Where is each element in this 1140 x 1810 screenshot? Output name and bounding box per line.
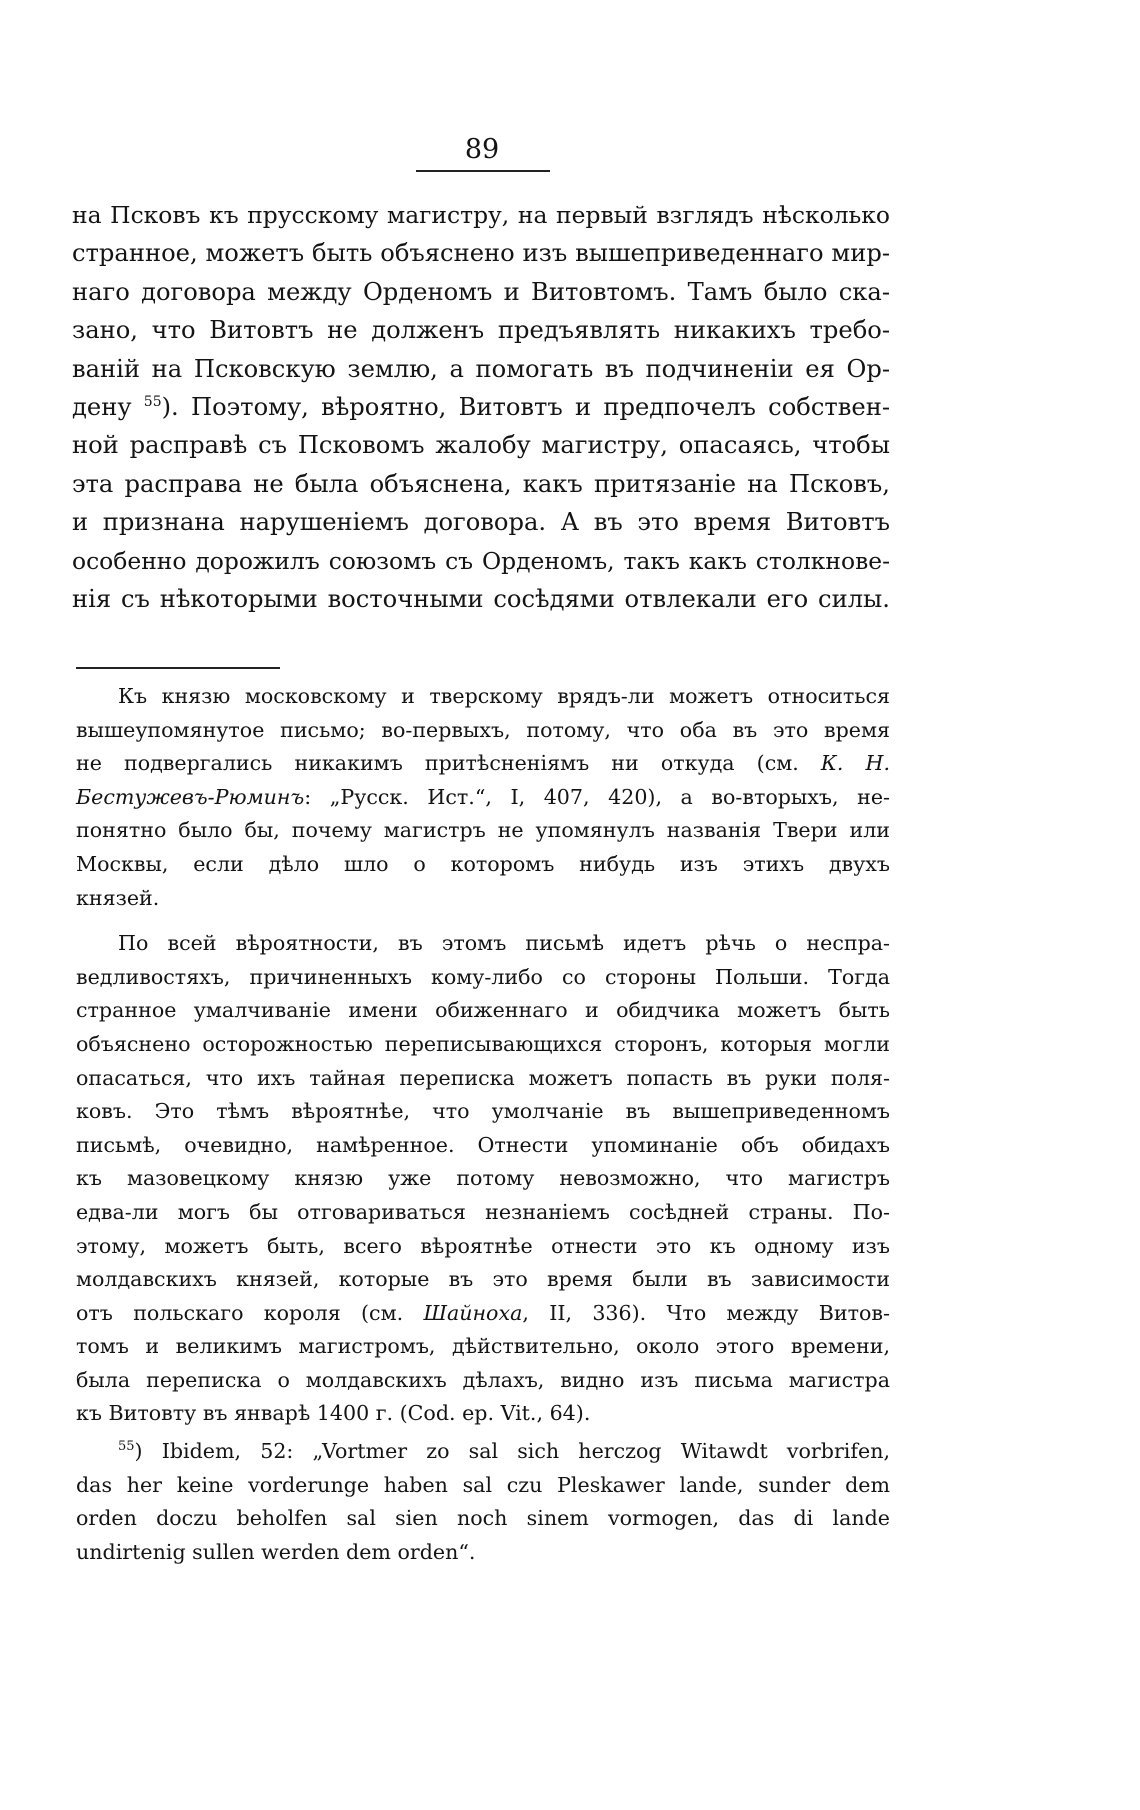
footnote-line: По всей вѣроятности, въ этомъ письмѣ идетъ рѣчь о неспра- <box>118 931 890 956</box>
main-text <box>72 196 890 618</box>
text-line: ной расправѣ съ Псковомъ жалобу магистру, опасаясь, чтобы <box>72 431 890 460</box>
text-line: наго договора между Орденомъ и Витовтомъ. Тамъ было ска- <box>72 277 890 306</box>
text-line: нія съ нѣкоторыми восточными сосѣдями отвлекали его силы. <box>72 584 890 613</box>
footnote-line: томъ и великимъ магистромъ, дѣйствительно, около этого времени, <box>76 1334 890 1359</box>
text-segment: не подвергались никакимъ притѣсненіямъ ни откуда (см. <box>76 751 821 776</box>
footnote-line: ковъ. Это тѣмъ вѣроятнѣе, что умолчаніе въ вышеприведенномъ <box>76 1099 890 1124</box>
text-line: ваній на Псковскую землю, а помогать въ подчиненіи ея Ор- <box>72 354 890 383</box>
page-number: 89 <box>464 134 500 165</box>
footnote-line: das her keine vorderunge haben sal czu Pleskawer lande, sunder dem <box>76 1472 890 1497</box>
footnote-line: этому, можетъ быть, всего вѣроятнѣе отнести это къ одному изъ <box>76 1233 890 1258</box>
text-segment: , II, 336). Что между Витов- <box>522 1300 890 1325</box>
text-line: на Псковъ къ прусскому магистру, на первый взглядъ нѣсколько <box>72 201 890 229</box>
footnote-line: къ Витовту въ январѣ 1400 г. (Cod. ep. Vit., 64). <box>76 1401 591 1426</box>
text-segment: дену <box>72 392 144 421</box>
footnotes <box>76 680 890 1569</box>
text-line: зано, что Витовтъ не долженъ предъявлять никакихъ требо- <box>72 316 890 345</box>
footnote-line: молдавскихъ князей, которые въ это время были въ зависимости <box>76 1267 890 1292</box>
text-line: и признана нарушеніемъ договора. А въ это время Витовтъ <box>72 508 890 537</box>
paragraph-gap <box>76 915 890 927</box>
author-name: Бестужевъ-Рюминъ <box>76 784 305 809</box>
footnote-line <box>76 1435 890 1469</box>
footnote-line: была переписка о молдавскихъ дѣлахъ, видно изъ письма магистра <box>76 1367 890 1392</box>
footnote-line: Москвы, если дѣло шло о которомъ нибудь изъ этихъ двухъ <box>76 851 890 876</box>
author-name: Шайноха <box>423 1300 523 1325</box>
text-line: эта расправа не была объяснена, какъ притязаніе на Псковъ, <box>72 469 890 498</box>
footnote-line <box>76 1297 890 1331</box>
footnote-line <box>76 747 890 781</box>
text-line <box>72 388 890 426</box>
footnote-reference: 55 <box>143 393 162 410</box>
footnote-line: ведливостяхъ, причиненныхъ кому-либо со стороны Польши. Тогда <box>76 964 890 989</box>
text-segment: : „Русск. Ист.“, I, 407, 420), а во-вторыхъ, не- <box>304 784 890 809</box>
footnote-number: 55 <box>118 1439 135 1455</box>
footnote-line: вышеупомянутое письмо; во-первыхъ, потому, что оба въ это время <box>76 717 890 742</box>
author-name: К. Н. <box>820 751 890 776</box>
text-segment: ) Ibidem, 52: „Vortmer zo sal sich herczog Witawdt vorbrifen, <box>134 1439 890 1464</box>
footnote-line: едва-ли могъ бы отговариваться незнаніемъ сосѣдней страны. По- <box>76 1199 890 1224</box>
footnote-line: князей. <box>76 885 160 910</box>
page-number-rule <box>416 170 550 172</box>
text-segment: отъ польскаго короля (см. <box>76 1300 424 1325</box>
text-line: особенно дорожилъ союзомъ съ Орденомъ, такъ какъ столкнове- <box>72 546 890 575</box>
footnote-line: странное умалчиваніе имени обиженнаго и обидчика можетъ быть <box>76 998 890 1023</box>
footnote-line <box>76 781 890 815</box>
footnote-line: Къ князю московскому и тверскому врядъ-ли можетъ относиться <box>118 684 890 708</box>
footnote-line: orden doczu beholfen sal sien noch sinem vormogen, das di lande <box>76 1506 890 1531</box>
footnote-line: понятно было бы, почему магистръ не упомянулъ названія Твери или <box>76 818 890 843</box>
footnote-line: опасаться, что ихъ тайная переписка можетъ попасть въ руки поля- <box>76 1065 890 1090</box>
text-line: странное, можетъ быть объяснено изъ вышеприведеннаго мир- <box>72 239 890 268</box>
footnote-line: письмѣ, очевидно, намѣренное. Отнести упоминаніе объ обидахъ <box>76 1132 890 1157</box>
text-segment: ). Поэтому, вѣроятно, Витовтъ и предпочелъ собствен- <box>161 392 890 421</box>
footnote-line: къ мазовецкому князю уже потому невозможно, что магистръ <box>76 1166 890 1191</box>
footnote-line: объяснено осторожностью переписывающихся сторонъ, которыя могли <box>76 1031 890 1056</box>
footnote-separator <box>76 667 280 669</box>
footnote-line: undirtenig sullen werden dem orden“. <box>76 1539 476 1564</box>
